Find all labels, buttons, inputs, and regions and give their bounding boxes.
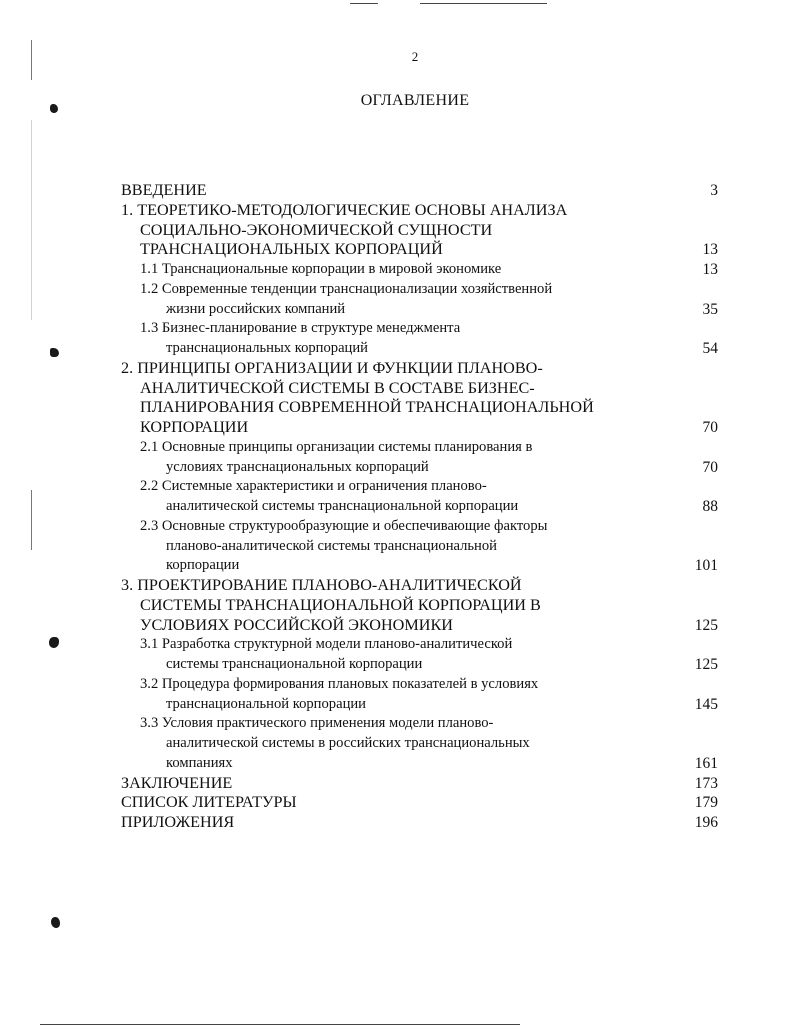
toc-page-number: 70	[702, 419, 718, 436]
toc-entry-title-line: УСЛОВИЯХ РОССИЙСКОЙ ЭКОНОМИКИ	[140, 615, 453, 634]
toc-chapter-entry[interactable]	[0, 576, 798, 635]
toc-page-number: 125	[694, 656, 718, 673]
toc-section-entry[interactable]	[0, 438, 798, 478]
toc-entry-title-line: 2.3 Основные структурообразующие и обеспечивающие факторы	[140, 517, 548, 534]
toc-section-entry[interactable]	[0, 280, 798, 320]
toc-entry-title-line: КОРПОРАЦИИ	[140, 418, 249, 436]
toc-section-entry[interactable]	[0, 260, 798, 280]
toc-entry-title-line: 2.2 Системные характеристики и ограничения планово-	[140, 478, 487, 495]
toc-entry-title-line: 3.3 Условия практического применения модели планово-	[140, 715, 494, 732]
toc-entry-title-line: ПЛАНИРОВАНИЯ СОВРЕМЕННОЙ ТРАНСНАЦИОНАЛЬНОЙ	[140, 398, 594, 417]
scan-top-line	[350, 3, 378, 4]
punch-hole-mark	[50, 104, 58, 113]
toc-page-number: 3	[710, 182, 718, 199]
toc-entry-title-line: транснациональных корпораций	[166, 340, 368, 356]
toc-chapter-entry[interactable]	[0, 793, 798, 813]
toc-entry-title-line: 3. ПРОЕКТИРОВАНИЕ ПЛАНОВО-АНАЛИТИЧЕСКОЙ	[121, 576, 522, 594]
toc-page-number: 13	[702, 261, 718, 278]
toc-page-number: 179	[694, 794, 718, 812]
toc-section-entry[interactable]	[0, 635, 798, 675]
toc-chapter-entry[interactable]	[0, 774, 798, 794]
toc-entry-title-line: 1. ТЕОРЕТИКО-МЕТОДОЛОГИЧЕСКИЕ ОСНОВЫ АНАЛИЗА	[121, 200, 568, 219]
toc-entry-title-line: жизни российских компаний	[166, 300, 346, 317]
page-number: 2	[411, 49, 419, 64]
toc-entry-title-line: ПРИЛОЖЕНИЯ	[121, 813, 235, 831]
toc-entry-title-line: планово-аналитической системы транснациональной	[166, 537, 497, 554]
toc-entry-title-line: 1.2 Современные тенденции транснационализации хозяйственной	[140, 280, 553, 297]
toc-page-number: 173	[694, 774, 718, 792]
toc-entry-title-line: СОЦИАЛЬНО-ЭКОНОМИЧЕСКОЙ СУЩНОСТИ	[140, 220, 493, 239]
scan-bottom-line	[40, 1024, 520, 1025]
toc-entry-title-line: системы транснациональной корпорации	[166, 656, 423, 672]
toc-page-number: 35	[702, 300, 718, 318]
toc-section-entry[interactable]	[0, 477, 798, 517]
toc-entry-title-line: ВВЕДЕНИЕ	[121, 181, 207, 199]
toc-entry-title-line: СПИСОК ЛИТЕРАТУРЫ	[121, 793, 297, 812]
toc-entry-title-line: аналитической системы в российских транснациональных	[166, 735, 530, 751]
toc-entry-title-line: 3.1 Разработка структурной модели планово-аналитической	[140, 636, 513, 653]
punch-hole-mark	[51, 917, 60, 928]
toc-page-number: 145	[694, 695, 718, 713]
toc-entry-title-line: компаниях	[166, 754, 233, 771]
toc-entry-title-line: 3.2 Процедура формирования плановых показателей в условиях	[140, 675, 539, 692]
page-title: ОГЛАВЛЕНИЕ	[360, 92, 470, 109]
toc-entry-title-line: корпорации	[166, 557, 240, 574]
toc-chapter-entry[interactable]	[0, 201, 798, 260]
scan-left-edge	[31, 40, 32, 80]
toc-page-number: 13	[702, 241, 718, 259]
toc-section-entry[interactable]	[0, 319, 798, 359]
toc-entry-title-line: ЗАКЛЮЧЕНИЕ	[121, 773, 233, 792]
toc-section-entry[interactable]	[0, 714, 798, 773]
toc-entry-title-line: 1.3 Бизнес-планирование в структуре менеджмента	[140, 320, 461, 337]
toc-chapter-entry[interactable]	[0, 181, 798, 201]
toc-chapter-entry[interactable]	[0, 813, 798, 833]
toc-entry-title-line: аналитической системы транснациональной корпорации	[166, 498, 519, 514]
toc-entry-title-line: условиях транснациональных корпораций	[166, 458, 429, 475]
toc-entry-title-line: АНАЛИТИЧЕСКОЙ СИСТЕМЫ В СОСТАВЕ БИЗНЕС-	[140, 378, 535, 397]
toc-section-entry[interactable]	[0, 517, 798, 576]
toc-page-number: 161	[694, 754, 718, 772]
table-of-contents	[0, 181, 798, 833]
toc-page-number: 88	[702, 498, 718, 515]
toc-entry-title-line: СИСТЕМЫ ТРАНСНАЦИОНАЛЬНОЙ КОРПОРАЦИИ В	[140, 595, 541, 614]
toc-chapter-entry[interactable]	[0, 359, 798, 438]
toc-section-entry[interactable]	[0, 675, 798, 715]
toc-page-number: 101	[694, 557, 718, 575]
toc-entry-title-line: ТРАНСНАЦИОНАЛЬНЫХ КОРПОРАЦИЙ	[140, 240, 443, 259]
toc-entry-title-line: 1.1 Транснациональные корпорации в мировой экономике	[140, 261, 502, 277]
toc-page-number: 54	[702, 340, 718, 357]
scan-top-line	[420, 3, 547, 4]
toc-entry-title-line: транснациональной корпорации	[166, 695, 366, 712]
toc-entry-title-line: 2. ПРИНЦИПЫ ОРГАНИЗАЦИИ И ФУНКЦИИ ПЛАНОВО-	[121, 358, 543, 377]
toc-page-number: 125	[694, 616, 718, 634]
toc-page-number: 196	[694, 814, 718, 831]
toc-page-number: 70	[702, 458, 718, 476]
toc-entry-title-line: 2.1 Основные принципы организации системы планирования в	[140, 438, 533, 455]
